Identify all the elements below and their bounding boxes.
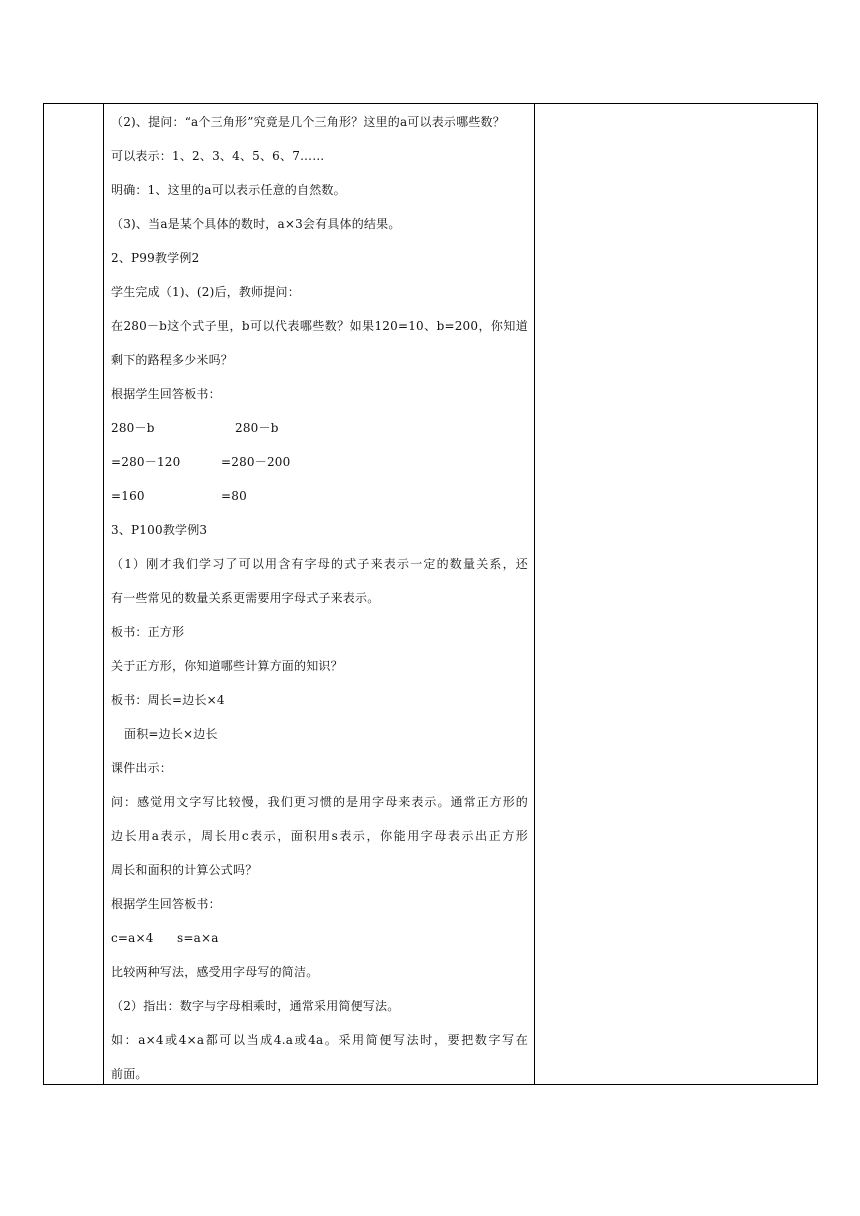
equation-left: 280－b — [111, 421, 155, 435]
text-line: 关于正方形，你知道哪些计算方面的知识？ — [111, 659, 343, 673]
equation-left: =280－120 — [111, 455, 181, 469]
text-line: 3、P100教学例3 — [111, 523, 208, 537]
equation-right: 280－b — [235, 421, 279, 435]
text-line: 在280－b这个式子里，b可以代表哪些数？如果120=10、b=200，你知道 — [111, 319, 528, 333]
text-line: 学生完成（1)、(2)后，教师提问： — [111, 285, 300, 299]
equation-row — [111, 486, 528, 506]
text-line: （1）刚才我们学习了可以用含有字母的式子来表示一定的数量关系，还 — [111, 557, 528, 571]
text-line: 周长和面积的计算公式吗？ — [111, 863, 258, 877]
equation-row — [111, 452, 528, 472]
text-line: 边长用a表示，周长用c表示，面积用s表示，你能用字母表示出正方形 — [111, 829, 528, 843]
equation-left: =160 — [111, 489, 145, 503]
formula-row — [111, 928, 528, 948]
lesson-table — [43, 103, 818, 1085]
equation-row — [111, 418, 528, 438]
text-line: 根据学生回答板书： — [111, 897, 221, 911]
text-line: 有一些常见的数量关系更需要用字母式子来表示。 — [111, 591, 380, 605]
text-line: 板书：正方形 — [111, 625, 185, 639]
text-line: 课件出示： — [111, 761, 173, 775]
table-content-cell — [104, 104, 534, 1084]
text-line: 前面。 — [111, 1067, 148, 1081]
formula-area: s=a×a — [177, 931, 219, 945]
table-notes-cell — [535, 104, 817, 1084]
text-line: 明确：1、这里的a可以表示任意的自然数。 — [111, 183, 346, 197]
text-line: 可以表示：1、2、3、4、5、6、7…… — [111, 149, 325, 163]
text-line: （3)、当a是某个具体的数时，a×3会有具体的结果。 — [111, 217, 401, 231]
text-line: 面积=边长×边长 — [124, 727, 218, 741]
formula-perimeter: c=a×4 — [111, 931, 154, 945]
table-left-cell — [44, 104, 103, 1084]
text-line: 板书：周长=边长×4 — [111, 693, 225, 707]
text-line: 比较两种写法，感受用字母写的简洁。 — [111, 965, 319, 979]
text-line: （2)、提问：“a个三角形”究竟是几个三角形？这里的a可以表示哪些数？ — [111, 115, 505, 129]
text-line: 如：a×4或4×a都可以当成4.a或4a。采用简便写法时，要把数字写在 — [111, 1033, 528, 1047]
text-line: 根据学生回答板书： — [111, 387, 221, 401]
text-line: 剩下的路程多少米吗？ — [111, 353, 234, 367]
text-line: 问：感觉用文字写比较慢，我们更习惯的是用字母来表示。通常正方形的 — [111, 795, 528, 809]
text-line: 2、P99教学例2 — [111, 251, 200, 265]
equation-right: =280－200 — [221, 455, 291, 469]
equation-right: =80 — [221, 489, 247, 503]
text-line: （2）指出：数字与字母相乘时，通常采用简便写法。 — [111, 999, 400, 1013]
